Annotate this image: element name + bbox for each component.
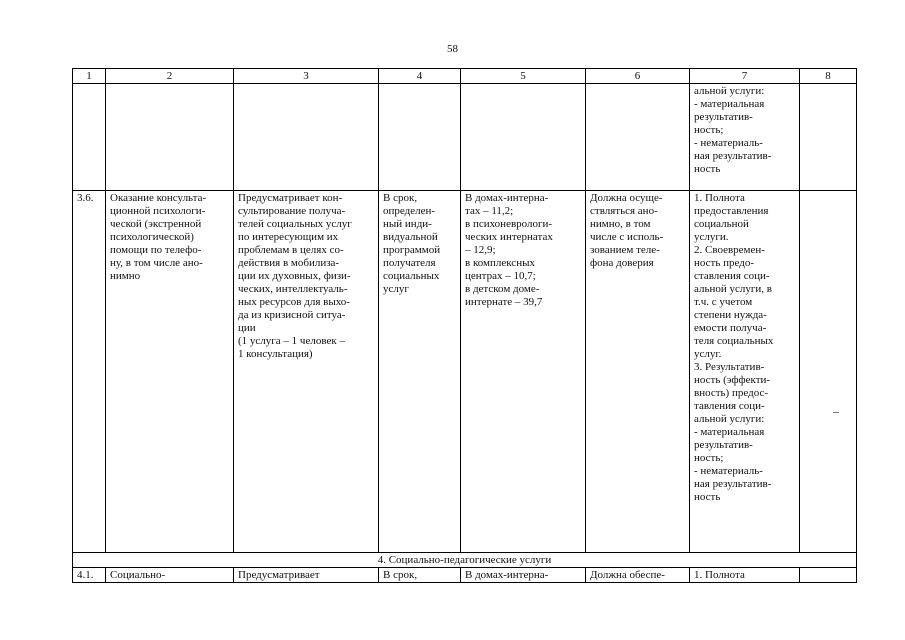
cell-line: - нематериаль- xyxy=(694,137,763,149)
page-number: 58 xyxy=(447,43,458,55)
section-row xyxy=(73,553,857,568)
service-description-cell: Предусматривает xyxy=(234,568,379,583)
cell-line: результатив- xyxy=(694,439,753,451)
cell-line: психологической) xyxy=(110,231,194,243)
cell-line: ная результатив- xyxy=(694,478,772,490)
services-table xyxy=(72,68,857,583)
conditions-cell: Должна обеспе- xyxy=(586,568,690,583)
cell-line: ный инди- xyxy=(383,218,432,230)
cell-line: – 12,9; xyxy=(465,244,496,256)
header-cell: 4 xyxy=(379,69,461,84)
table-row-3-6 xyxy=(73,191,857,553)
table-cell xyxy=(106,84,234,191)
cell-line: В срок, xyxy=(383,192,418,204)
cell-line: нимно, в том xyxy=(590,218,651,230)
cell-line: теля социальных xyxy=(694,335,774,347)
cell-line: альной услуги: xyxy=(694,85,765,97)
cell-line: - материальная xyxy=(694,98,765,110)
cell-line: проблемам в целях со- xyxy=(238,244,344,256)
row-number: 3.6. xyxy=(73,191,106,553)
cell-line: Оказание консульта- xyxy=(110,192,207,204)
cell-line: альной услуги, в xyxy=(694,283,772,295)
cell-line: социальных xyxy=(383,270,440,282)
cell-line: да из кризисной ситуа- xyxy=(238,309,346,321)
deadline-cell: В срок, xyxy=(379,568,461,583)
cell-line: степени нужда- xyxy=(694,309,767,321)
cell-line: ных ресурсов для выхо- xyxy=(238,296,350,308)
cell-line: по интересующим их xyxy=(238,231,339,243)
service-name-cell: Социально- xyxy=(106,568,234,583)
cell-line: ность xyxy=(694,491,721,503)
cell-line: помощи по телефо- xyxy=(110,244,202,256)
continuation-row xyxy=(73,84,857,191)
cell-line: ставления соци- xyxy=(694,270,770,282)
table-cell xyxy=(800,84,857,191)
notes-cell xyxy=(800,191,857,553)
deadline-cell xyxy=(379,191,461,553)
cell-line: ционной психологи- xyxy=(110,205,206,217)
conditions-cell xyxy=(586,191,690,553)
cell-line: программой xyxy=(383,244,441,256)
norm-cell xyxy=(461,191,586,553)
cell-line: телей социальных услуг xyxy=(238,218,352,230)
cell-line: сультирование получа- xyxy=(238,205,346,217)
cell-line: 2. Своевремен- xyxy=(694,244,765,256)
cell-line: - материальная xyxy=(694,426,765,438)
quality-criteria-cell xyxy=(690,191,800,553)
cell-line: т.ч. с учетом xyxy=(694,296,753,308)
table-row-4-1 xyxy=(73,568,857,583)
header-cell: 2 xyxy=(106,69,234,84)
cell-line: ческих интернатах xyxy=(465,231,553,243)
cell-line: ции xyxy=(238,322,256,334)
cell-line: числе с исполь- xyxy=(590,231,664,243)
cell-line: ная результатив- xyxy=(694,150,772,162)
row-number: 4.1. xyxy=(73,568,106,583)
stray-mark xyxy=(833,412,839,413)
cell-line: услуг xyxy=(383,283,409,295)
cell-line: 1 консультация) xyxy=(238,348,313,360)
cell-line: определен- xyxy=(383,205,436,217)
cell-line: 3. Результатив- xyxy=(694,361,765,373)
cell-line: ции их духовных, физи- xyxy=(238,270,351,282)
cell-line: ность; xyxy=(694,452,724,464)
cell-line: ну, в том числе ано- xyxy=(110,257,203,269)
cell-line: В домах-интерна- xyxy=(465,192,549,204)
cell-line: видуальной xyxy=(383,231,438,243)
notes-cell xyxy=(800,568,857,583)
cell-line: - нематериаль- xyxy=(694,465,763,477)
header-cell: 6 xyxy=(586,69,690,84)
cell-line: ческой (экстренной xyxy=(110,218,202,230)
cell-line: предоставления xyxy=(694,205,769,217)
header-cell: 5 xyxy=(461,69,586,84)
cell-line: результатив- xyxy=(694,111,753,123)
cell-line: Должна осуще- xyxy=(590,192,663,204)
cell-line: нимно xyxy=(110,270,141,282)
service-name-cell xyxy=(106,191,234,553)
table-cell xyxy=(379,84,461,191)
cell-line: ность xyxy=(694,163,721,175)
cell-line: получателя xyxy=(383,257,436,269)
cell-line: услуги. xyxy=(694,231,729,243)
cell-line: 1. Полнота xyxy=(694,192,745,204)
cell-line: ность предо- xyxy=(694,257,755,269)
cell-line: центрах – 10,7; xyxy=(465,270,536,282)
header-cell: 8 xyxy=(800,69,857,84)
section-title: 4. Социально-педагогические услуги xyxy=(73,553,857,568)
cell-line: в психоневрологи- xyxy=(465,218,553,230)
norm-cell: В домах-интерна- xyxy=(461,568,586,583)
cell-line: альной услуги: xyxy=(694,413,765,425)
cell-line: ность; xyxy=(694,124,724,136)
quality-criteria-cell xyxy=(690,84,800,191)
header-cell: 3 xyxy=(234,69,379,84)
cell-line: ность (эффекти- xyxy=(694,374,771,386)
cell-line: в детском доме- xyxy=(465,283,540,295)
table-cell xyxy=(73,84,106,191)
service-description-cell xyxy=(234,191,379,553)
table-cell xyxy=(461,84,586,191)
cell-line: ческих, интеллектуаль- xyxy=(238,283,348,295)
cell-line: в комплексных xyxy=(465,257,535,269)
cell-line: вность) предос- xyxy=(694,387,769,399)
cell-line: социальной xyxy=(694,218,749,230)
header-cell: 7 xyxy=(690,69,800,84)
table-cell xyxy=(586,84,690,191)
table-cell xyxy=(234,84,379,191)
cell-line: емости получа- xyxy=(694,322,767,334)
header-cell: 1 xyxy=(73,69,106,84)
cell-line: фона доверия xyxy=(590,257,654,269)
cell-line: услуг. xyxy=(694,348,722,360)
cell-line: ствляться ано- xyxy=(590,205,658,217)
cell-line: зованием теле- xyxy=(590,244,660,256)
cell-line: тавления соци- xyxy=(694,400,765,412)
cell-line: тах – 11,2; xyxy=(465,205,514,217)
cell-line: (1 услуга – 1 человек – xyxy=(238,335,345,347)
header-row xyxy=(73,69,857,84)
quality-criteria-cell: 1. Полнота xyxy=(690,568,800,583)
cell-line: действия в мобилиза- xyxy=(238,257,340,269)
cell-line: интернате – 39,7 xyxy=(465,296,543,308)
cell-line: Предусматривает кон- xyxy=(238,192,343,204)
